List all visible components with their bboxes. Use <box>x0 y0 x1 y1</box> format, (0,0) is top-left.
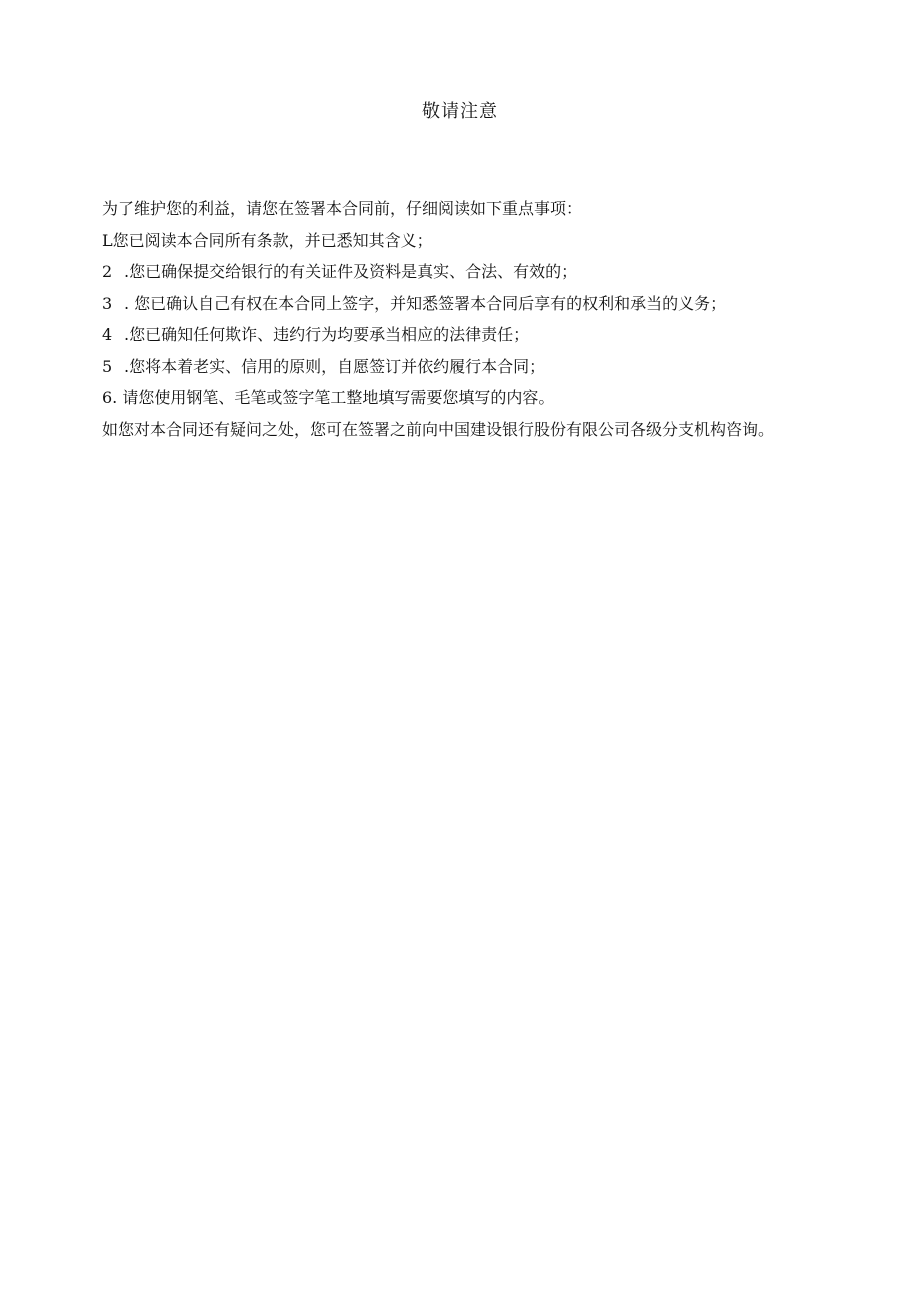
document-title: 敬请注意 <box>422 101 498 122</box>
notice-item-6 <box>64 382 854 414</box>
closing-paragraph: 如您对本合同还有疑问之处，您可在签署之前向中国建设银行股份有限公司各级分支机构咨询。 <box>102 419 775 439</box>
notice-item-5-text: .您将本着老实、信用的原则，自愿签订并依约履行本合同； <box>124 356 546 376</box>
notice-item-2-number: 2 <box>102 262 113 281</box>
notice-item-4-number: 4 <box>102 325 113 344</box>
intro-paragraph: 为了维护您的利益，请您在签署本合同前，仔细阅读如下重点事项： <box>102 199 583 218</box>
notice-item-3 <box>64 288 854 320</box>
document-body <box>64 193 854 442</box>
notice-item-4-text: .您已确知任何欺诈、违约行为均要承当相应的法律责任； <box>124 325 530 344</box>
notice-item-5 <box>64 351 854 383</box>
notice-item-4 <box>64 319 854 351</box>
notice-item-6-number: 6. <box>102 388 118 407</box>
notice-item-1-text: 您已阅读本合同所有条款，并已悉知其含义； <box>112 230 433 250</box>
notice-item-6-text: 请您使用钢笔、毛笔或签字笔工整地填写需要您填写的内容。 <box>117 388 555 407</box>
notice-item-2 <box>64 256 854 288</box>
notice-item-3-text: . 您已确认自己有权在本合同上签字，并知悉签署本合同后享有的权利和承当的义务； <box>124 293 727 313</box>
notice-item-2-text: .您已确保提交给银行的有关证件及资料是真实、合法、有效的； <box>124 262 578 281</box>
notice-item-1-number: L <box>102 230 113 250</box>
notice-item-1 <box>64 225 854 257</box>
notice-item-5-number: 5 <box>102 356 113 376</box>
notice-item-3-number: 3 <box>102 293 113 313</box>
